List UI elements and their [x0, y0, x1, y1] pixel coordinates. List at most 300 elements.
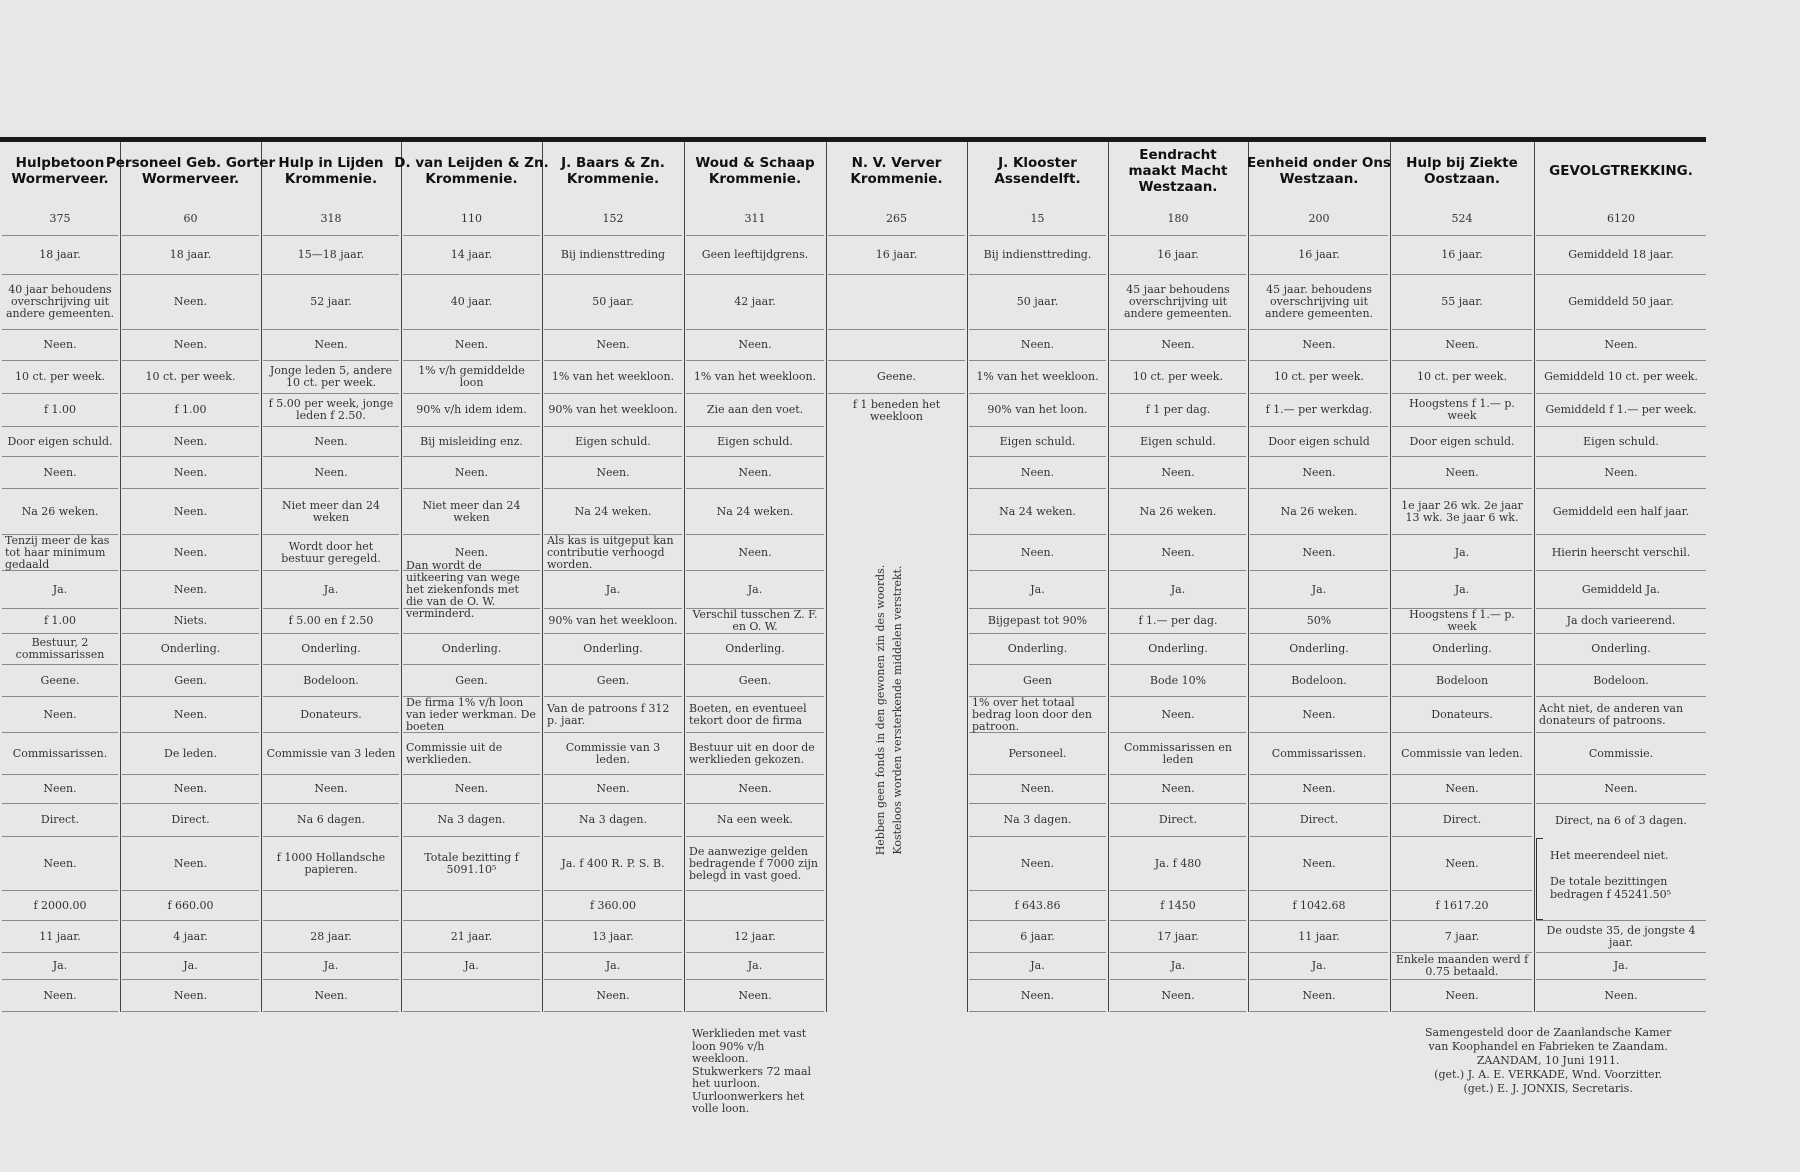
table-cell: Neen. [1250, 775, 1388, 804]
table-cell: Direct. [1250, 804, 1388, 837]
table-cell: f 1.— per dag. [1110, 609, 1246, 634]
column-header-line: GEVOLGTREKKING. [1549, 163, 1693, 179]
table-cell: Ja. [686, 953, 824, 980]
table-cell: Neen. [544, 330, 682, 361]
table-cell: Zie aan den voet. [686, 394, 824, 427]
table-cell: f 660.00 [122, 891, 259, 921]
table-cell: Ja. [122, 953, 259, 980]
table-cell: Na 3 dagen. [969, 804, 1106, 837]
table-cell: 10 ct. per week. [2, 361, 118, 394]
table-cell: Onderling. [969, 634, 1106, 665]
column-rule [826, 142, 827, 1012]
table-cell: Bestuur uit en door de werklieden gekozen. [686, 733, 824, 775]
table-cell: Neen. [544, 457, 682, 489]
column-header-line: Eendracht [1139, 147, 1217, 163]
table-cell: Commissarissen. [1250, 733, 1388, 775]
table-cell: Neen. [403, 535, 540, 571]
table-cell: Ja. [1250, 953, 1388, 980]
table-cell: Ja. [263, 953, 399, 980]
table-cell: Neen. [122, 457, 259, 489]
column-header-line: Westzaan. [1279, 171, 1359, 187]
table-cell [828, 921, 965, 953]
table-cell: Gemiddeld 18 jaar. [1536, 236, 1706, 275]
table-cell: 15 [969, 203, 1106, 236]
table-cell: Bodeloon. [263, 665, 399, 697]
column-header-line: Personeel Geb. Gorter [105, 155, 276, 171]
table-cell: Neen. [403, 457, 540, 489]
table-cell: Neen. [1110, 330, 1246, 361]
table-cell: Direct. [2, 804, 118, 837]
table-cell: Neen. [686, 457, 824, 489]
column-rule [1390, 142, 1391, 1012]
table-cell: 6120 [1536, 203, 1706, 236]
table-cell: Ja. [969, 571, 1106, 609]
table-cell: Commissie van 3 leden [263, 733, 399, 775]
column-header-line: Wormerveer. [141, 171, 240, 187]
table-cell: Neen. [1250, 535, 1388, 571]
table-cell: Van de patroons f 312 p. jaar. [544, 697, 682, 733]
table-cell: Ja. [969, 953, 1106, 980]
table-cell: Neen. [1536, 775, 1706, 804]
table-cell: Bij misleiding enz. [403, 427, 540, 457]
table-cell: Neen. [1536, 330, 1706, 361]
table-cell: Neen. [1250, 330, 1388, 361]
table-cell: 14 jaar. [403, 236, 540, 275]
table-cell: 311 [686, 203, 824, 236]
table-cell: Hoogstens f 1.— p. week [1392, 609, 1532, 634]
table-cell: 152 [544, 203, 682, 236]
table-cell: 18 jaar. [122, 236, 259, 275]
column-header-line: Krommenie. [850, 171, 943, 187]
table-cell [828, 489, 965, 535]
table-cell: Neen. [1110, 697, 1246, 733]
table-cell: 10 ct. per week. [1392, 361, 1532, 394]
table-cell: Ja. [263, 571, 399, 609]
column-header-line: J. Klooster [998, 155, 1077, 171]
table-cell: Personeel. [969, 733, 1106, 775]
table-cell: Neen. [1250, 697, 1388, 733]
table-cell: Donateurs. [263, 697, 399, 733]
column-rule [542, 142, 543, 1012]
table-cell: Neen. [403, 330, 540, 361]
table-cell: Neen. [1110, 775, 1246, 804]
table-cell: 21 jaar. [403, 921, 540, 953]
table-cell: Neen. [263, 457, 399, 489]
table-cell: Niet meer dan 24 weken [263, 489, 399, 535]
column-header [1108, 145, 1248, 197]
table-cell: Neen. [1250, 980, 1388, 1012]
table-cell: Niets. [122, 609, 259, 634]
table-cell: f 2000.00 [2, 891, 118, 921]
table-cell: 11 jaar. [2, 921, 118, 953]
table-cell: Na 24 weken. [969, 489, 1106, 535]
table-cell [828, 330, 965, 361]
table-cell: f 360.00 [544, 891, 682, 921]
table-cell: 6 jaar. [969, 921, 1106, 953]
table-cell: 1e jaar 26 wk. 2e jaar 13 wk. 3e jaar 6 wk. [1392, 489, 1532, 535]
footer-line-3: ZAANDAM, 10 Juni 1911. [1476, 1054, 1620, 1067]
table-cell: Onderling. [403, 634, 540, 665]
column-rule [120, 142, 121, 1012]
table-cell: Na 26 weken. [1250, 489, 1388, 535]
table-cell: Bodeloon [1392, 665, 1532, 697]
column-header [967, 145, 1108, 197]
table-cell: Onderling. [263, 634, 399, 665]
table-cell: Dan wordt de uitkeering van wege het ziekenfonds met die van de O. W. verminderd. [403, 571, 540, 609]
table-cell: Neen. [2, 697, 118, 733]
table-cell: Ja. [544, 953, 682, 980]
table-cell: Na 24 weken. [686, 489, 824, 535]
table-cell: Neen. [969, 980, 1106, 1012]
table-cell: De aanwezige gelden bedragende f 7000 zijn belegd in vast goed. [686, 837, 824, 891]
column-header [0, 145, 120, 197]
table-cell: 10 ct. per week. [1250, 361, 1388, 394]
table-cell: Bijgepast tot 90% [969, 609, 1106, 634]
verver-rotated-note [872, 555, 906, 865]
table-cell: Geen. [686, 665, 824, 697]
table-cell [828, 427, 965, 457]
table-cell: Neen. [1392, 980, 1532, 1012]
table-cell: Neen. [544, 980, 682, 1012]
table-cell: f 1.00 [2, 394, 118, 427]
table-cell: Neen. [969, 457, 1106, 489]
column-header-line: Eenheid onder Ons [1247, 155, 1391, 171]
table-cell: Hierin heerscht verschil. [1536, 535, 1706, 571]
table-cell: Bestuur, 2 commissarissen [2, 634, 118, 665]
table-cell: Neen. [1392, 837, 1532, 891]
woud-footnote: Werklieden met vast loon 90% v/h weekloon. Stukwerkers 72 maal het uurloon. Uurloonwerkers het volle loon. [692, 1027, 812, 1115]
table-cell: Neen. [1250, 837, 1388, 891]
table-cell: Ja. [1250, 571, 1388, 609]
column-header-line: D. van Leijden & Zn. [394, 155, 549, 171]
table-cell: Commissie. [1536, 733, 1706, 775]
table-cell: Neen. [263, 330, 399, 361]
table-cell: 90% van het loon. [969, 394, 1106, 427]
table-cell: Gemiddeld f 1.— per week. [1536, 394, 1706, 427]
table-cell: Eigen schuld. [969, 427, 1106, 457]
table-cell: f 643.86 [969, 891, 1106, 921]
verver-note-line-2: Kosteloos worden versterkende middelen verstrekt. [891, 565, 904, 855]
table-cell: Neen. [686, 775, 824, 804]
table-cell: Eigen schuld. [1110, 427, 1246, 457]
table-cell: Neen. [122, 980, 259, 1012]
table-cell: Geen leeftijdgrens. [686, 236, 824, 275]
table-cell: Ja. [1110, 953, 1246, 980]
table-cell: 16 jaar. [828, 236, 965, 275]
table-cell: Neen. [122, 535, 259, 571]
table-cell: Na 26 weken. [1110, 489, 1246, 535]
table-cell: Onderling. [686, 634, 824, 665]
table-cell: Neen. [122, 697, 259, 733]
table-cell [403, 609, 540, 634]
column-header [394, 145, 549, 197]
table-cell: Eigen schuld. [1536, 427, 1706, 457]
table-cell: De leden. [122, 733, 259, 775]
column-header-line: maakt Macht [1128, 163, 1228, 179]
table-cell: Neen. [263, 980, 399, 1012]
table-cell: Ja. [2, 953, 118, 980]
table-cell: Onderling. [122, 634, 259, 665]
table-cell: 318 [263, 203, 399, 236]
table-cell: Neen. [1110, 457, 1246, 489]
table-cell: Commissarissen. [2, 733, 118, 775]
table-cell: Bij indiensttreding [544, 236, 682, 275]
table-cell: 55 jaar. [1392, 275, 1532, 330]
table-cell: Neen. [1536, 457, 1706, 489]
column-header-line: Hulp in Lijden [278, 155, 384, 171]
table-cell: Neen. [969, 837, 1106, 891]
table-cell: 180 [1110, 203, 1246, 236]
table-cell: 1% over het totaal bedrag loon door den patroon. [969, 697, 1106, 733]
table-cell: Neen. [544, 775, 682, 804]
table-cell: 60 [122, 203, 259, 236]
table-cell: Bode 10% [1110, 665, 1246, 697]
column-header-line: Krommenie. [566, 171, 660, 187]
table-cell [403, 980, 540, 1012]
column-header-line: N. V. Verver [851, 155, 942, 171]
table-cell: Eigen schuld. [544, 427, 682, 457]
table-cell: Gemiddeld 10 ct. per week. [1536, 361, 1706, 394]
column-header-line: Krommenie. [284, 171, 378, 187]
table-cell: 16 jaar. [1250, 236, 1388, 275]
column-rule [401, 142, 402, 1012]
table-cell: f 1 per dag. [1110, 394, 1246, 427]
footer-signature-block [1425, 1026, 1671, 1096]
table-cell: Neen. [122, 571, 259, 609]
column-header [826, 145, 967, 197]
table-cell: Na 24 weken. [544, 489, 682, 535]
column-rule [1248, 142, 1249, 1012]
table-cell: Ja. f 480 [1110, 837, 1246, 891]
table-cell: 10 ct. per week. [1110, 361, 1246, 394]
table-cell: Gemiddeld een half jaar. [1536, 489, 1706, 535]
column-header-line: Westzaan. [1138, 179, 1218, 195]
table-cell: Enkele maanden werd f 0.75 betaald. [1392, 953, 1532, 980]
table-cell: 28 jaar. [263, 921, 399, 953]
table-cell: 12 jaar. [686, 921, 824, 953]
table-cell: Neen. [2, 980, 118, 1012]
table-cell [828, 980, 965, 1012]
table-cell: Donateurs. [1392, 697, 1532, 733]
table-cell: Neen. [686, 535, 824, 571]
table-cell: Direct. [1110, 804, 1246, 837]
column-header [542, 145, 684, 197]
table-cell [403, 891, 540, 921]
table-cell: Geen. [122, 665, 259, 697]
table-cell [828, 891, 965, 921]
table-cell: Neen. [122, 330, 259, 361]
table-cell: Neen. [1392, 775, 1532, 804]
table-cell: De oudste 35, de jongste 4 jaar. [1536, 921, 1706, 953]
table-cell: Door eigen schuld. [1392, 427, 1532, 457]
table-cell: Geene. [2, 665, 118, 697]
table-cell: Neen. [263, 427, 399, 457]
table-cell: Direct, na 6 of 3 dagen. [1555, 813, 1687, 827]
table-cell: 52 jaar. [263, 275, 399, 330]
table-cell: 16 jaar. [1110, 236, 1246, 275]
column-header [1248, 145, 1390, 197]
table-cell: Neen. [686, 330, 824, 361]
column-header-line: Woud & Schaap [695, 155, 815, 171]
table-cell: Geene. [828, 361, 965, 394]
table-cell: 1% van het weekloon. [969, 361, 1106, 394]
table-cell: 13 jaar. [544, 921, 682, 953]
table-cell: Na 3 dagen. [403, 804, 540, 837]
column-header-line: Oostzaan. [1423, 171, 1501, 187]
table-cell: Ja. f 400 R. P. S. B. [544, 837, 682, 891]
table-cell: 11 jaar. [1250, 921, 1388, 953]
column-rule [1534, 142, 1535, 1012]
table-cell: 200 [1250, 203, 1388, 236]
table-cell: 90% v/h idem idem. [403, 394, 540, 427]
table-cell: f 1.— per werkdag. [1250, 394, 1388, 427]
table-cell: 50 jaar. [544, 275, 682, 330]
table-cell: Ja. [1392, 571, 1532, 609]
table-cell: Neen. [403, 775, 540, 804]
table-cell: Onderling. [544, 634, 682, 665]
column-rule [261, 142, 262, 1012]
table-cell: 265 [828, 203, 965, 236]
table-cell: Gemiddeld Ja. [1536, 571, 1706, 609]
footer-line-1: Samengesteld door de Zaanlandsche Kamer [1425, 1026, 1672, 1039]
table-cell: 16 jaar. [1392, 236, 1532, 275]
table-cell [686, 891, 824, 921]
table-cell: Neen. [1392, 457, 1532, 489]
table-cell: Gemiddeld 50 jaar. [1536, 275, 1706, 330]
table-cell: Neen. [2, 457, 118, 489]
table-cell: Neen. [122, 427, 259, 457]
table-cell: 50 jaar. [969, 275, 1106, 330]
table-cell: Neen. [122, 489, 259, 535]
table-cell: Neen. [969, 330, 1106, 361]
footer-line-5: (get.) E. J. JONXIS, Secretaris. [1463, 1082, 1633, 1095]
table-cell: Commissie van 3 leden. [544, 733, 682, 775]
column-header-line: J. Baars & Zn. [561, 155, 665, 171]
table-cell: Geen. [403, 665, 540, 697]
table-cell: Bodeloon. [1250, 665, 1388, 697]
table-cell: Neen. [1392, 330, 1532, 361]
table-cell: Door eigen schuld. [2, 427, 118, 457]
column-rule [967, 142, 968, 1012]
table-cell: Niet meer dan 24 weken [403, 489, 540, 535]
table-cell: Eigen schuld. [686, 427, 824, 457]
table-cell: 45 jaar behoudens overschrijving uit andere gemeenten. [1110, 275, 1246, 330]
table-cell: Totale bezitting f 5091.10⁵ [403, 837, 540, 891]
table-cell: Na een week. [686, 804, 824, 837]
table-cell: Ja. [2, 571, 118, 609]
column-header [1390, 145, 1534, 197]
table-cell: Na 6 dagen. [263, 804, 399, 837]
table-cell: Ja. [1536, 953, 1706, 980]
table-cell: Direct. [122, 804, 259, 837]
footer-line-2: van Koophandel en Fabrieken te Zaandam. [1428, 1040, 1668, 1053]
gevolg-merged-note-2: De totale bezittingen bedragen f 45241.50⁵ [1550, 875, 1672, 901]
table-cell: 40 jaar. [403, 275, 540, 330]
table-cell: 90% van het weekloon. [544, 609, 682, 634]
table-cell: 40 jaar behoudens overschrijving uit andere gemeenten. [2, 275, 118, 330]
table-cell: Verschil tusschen Z. F. en O. W. [686, 609, 824, 634]
column-rule [1108, 142, 1109, 1012]
table-cell: f 1042.68 [1250, 891, 1388, 921]
table-cell: Als kas is uitgeput kan contributie verhoogd worden. [544, 535, 682, 571]
table-cell: 45 jaar. behoudens overschrijving uit andere gemeenten. [1250, 275, 1388, 330]
table-cell: Jonge leden 5, andere 10 ct. per week. [263, 361, 399, 394]
table-cell: Ja doch varieerend. [1536, 609, 1706, 634]
table-cell: Neen. [1536, 980, 1706, 1012]
gevolg-merged-note-1: Het meerendeel niet. [1550, 849, 1669, 862]
table-cell: f 1 beneden het weekloon [852, 397, 941, 423]
table-cell: Direct. [1392, 804, 1532, 837]
table-cell: 17 jaar. [1110, 921, 1246, 953]
table-cell: Onderling. [1392, 634, 1532, 665]
table-cell: Bij indiensttreding. [969, 236, 1106, 275]
table-cell: Neen. [969, 535, 1106, 571]
column-rule [684, 142, 685, 1012]
table-cell: Commissie uit de werklieden. [403, 733, 540, 775]
table-cell: 10 ct. per week. [122, 361, 259, 394]
table-cell: 1% v/h gemiddelde loon [403, 361, 540, 394]
table-cell: 110 [403, 203, 540, 236]
table-cell: Neen. [1250, 457, 1388, 489]
table-cell: Boeten, en eventueel tekort door de firma [686, 697, 824, 733]
table-cell: 90% van het weekloon. [544, 394, 682, 427]
table-cell [263, 891, 399, 921]
table-cell: f 1450 [1110, 891, 1246, 921]
column-header-line: Krommenie. [708, 171, 802, 187]
table-cell: f 1000 Hollandsche papieren. [263, 837, 399, 891]
table-cell [828, 457, 965, 489]
column-header-line: Assendelft. [994, 171, 1081, 187]
table-cell: Neen. [2, 330, 118, 361]
table-cell: Neen. [2, 837, 118, 891]
table-cell: Acht niet, de anderen van donateurs of patroons. [1536, 697, 1706, 733]
table-cell: Neen. [2, 775, 118, 804]
table-cell: De firma 1% v/h loon van ieder werkman. De boeten [403, 697, 540, 733]
table-cell: f 5.00 en f 2.50 [263, 609, 399, 634]
table-cell: Onderling. [1536, 634, 1706, 665]
column-header [1534, 145, 1708, 197]
column-header [105, 145, 276, 197]
table-cell: Neen. [122, 837, 259, 891]
table-cell: Onderling. [1250, 634, 1388, 665]
table-cell: f 1.00 [2, 609, 118, 634]
column-header-line: Hulpbetoon [15, 155, 105, 171]
table-cell: 1% van het weekloon. [544, 361, 682, 394]
table-cell: Neen. [122, 775, 259, 804]
column-header-line: Krommenie. [425, 171, 518, 187]
table-cell: Tenzij meer de kas tot haar minimum gedaald [2, 535, 118, 571]
table-cell: 7 jaar. [1392, 921, 1532, 953]
table-top-rule [0, 137, 1706, 142]
table-cell: Neen. [686, 980, 824, 1012]
table-cell: Ja. [686, 571, 824, 609]
table-cell: Wordt door het bestuur geregeld. [263, 535, 399, 571]
table-cell: Neen. [1110, 980, 1246, 1012]
table-cell: Geen. [544, 665, 682, 697]
table-cell: f 5.00 per week, jonge leden f 2.50. [263, 394, 399, 427]
footer-line-4: (get.) J. A. E. VERKADE, Wnd. Voorzitter. [1434, 1068, 1663, 1081]
table-cell: Neen. [969, 775, 1106, 804]
table-cell: Na 3 dagen. [544, 804, 682, 837]
verver-note-line-1: Hebben geen fonds in den gewonen zin des woords. [874, 564, 887, 856]
table-cell: Na 26 weken. [2, 489, 118, 535]
table-cell: 375 [2, 203, 118, 236]
table-cell: Geen [969, 665, 1106, 697]
column-header-line: Wormerveer. [11, 171, 109, 187]
table-cell: Neen. [122, 275, 259, 330]
table-cell: 50% [1250, 609, 1388, 634]
column-header [684, 145, 826, 197]
